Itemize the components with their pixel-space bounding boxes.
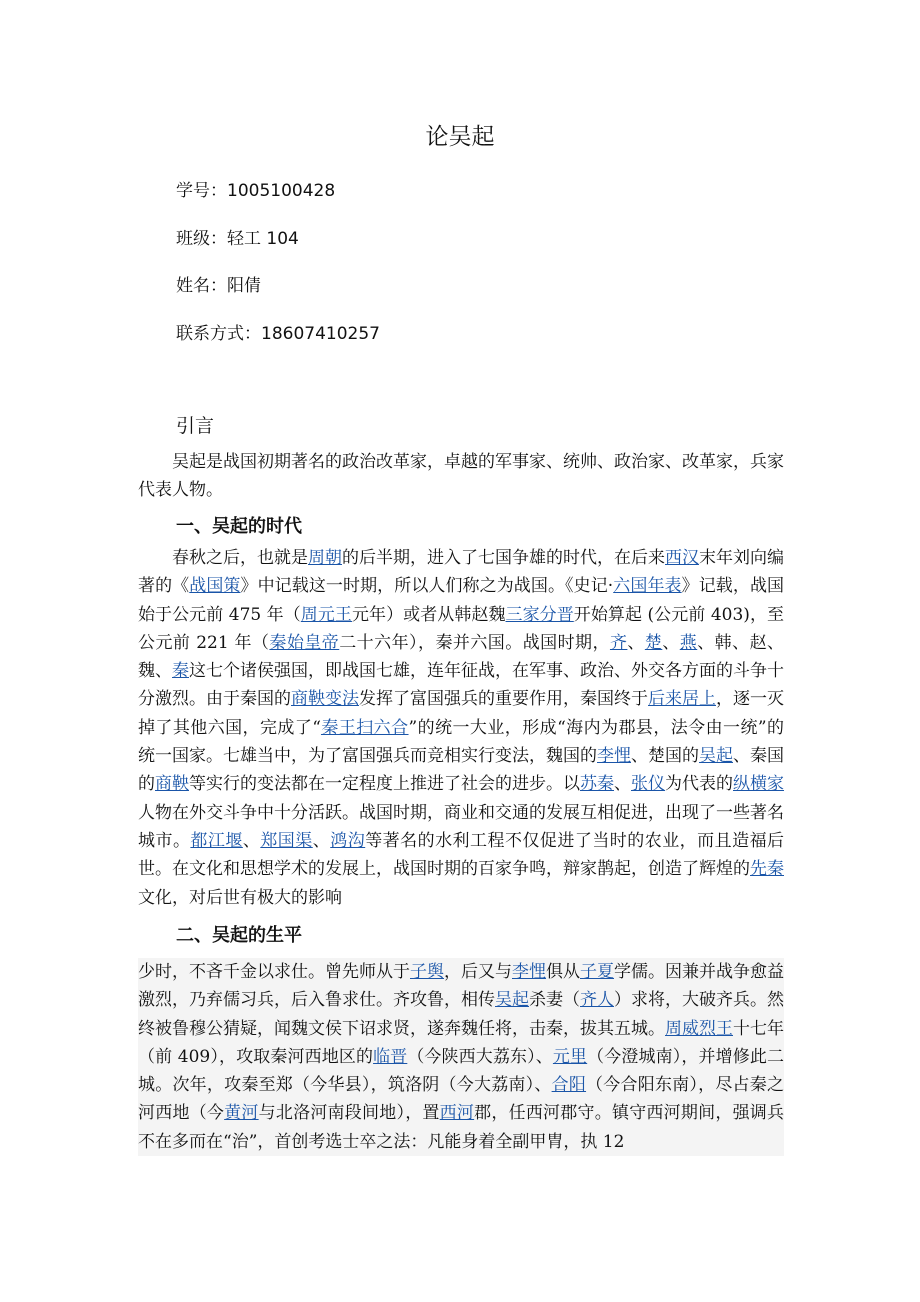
- intro-paragraph: 吴起是战国初期著名的政治改革家，卓越的军事家、统帅、政治家、改革家，兵家代表人物。: [138, 452, 784, 501]
- text-run: （今澄城南），并增修此二城。次年，攻秦至郑（今华县），筑洛阴（今大荔南）、: [138, 1046, 785, 1096]
- hyperlink[interactable]: 秦王扫六合: [320, 717, 409, 738]
- text-run: ，后又与: [444, 962, 512, 982]
- hyperlink[interactable]: 临晋: [373, 1046, 408, 1067]
- text-run: 、韩、赵、魏、: [138, 632, 785, 682]
- text-run: 杀妻（: [529, 990, 580, 1011]
- hyperlink[interactable]: 元里: [552, 1046, 588, 1067]
- text-run: （今陕西大荔东）、: [407, 1046, 553, 1067]
- text-run: 发挥了富国强兵的重要作用，秦国终于: [359, 689, 648, 710]
- text-run: 二十六年），秦并六国。战国时期，: [339, 632, 610, 653]
- hyperlink[interactable]: 都江堰: [190, 830, 243, 851]
- hyperlink[interactable]: 子夏: [580, 962, 614, 982]
- text-run: 学儒。因兼并战争愈益激烈，乃弃儒习兵，后入鲁求仕。齐攻鲁，相传: [138, 962, 784, 1011]
- section1-paragraph: [138, 544, 784, 912]
- hyperlink[interactable]: 周威烈王: [665, 1018, 733, 1039]
- text-run: 、: [614, 774, 631, 795]
- hyperlink[interactable]: 战国策: [189, 576, 241, 597]
- text-run: 春秋之后，也就是: [172, 548, 308, 568]
- text-run: 、秦国的: [138, 746, 784, 795]
- hyperlink[interactable]: 李悝: [597, 746, 631, 767]
- hyperlink[interactable]: 燕: [679, 632, 698, 653]
- text-run: 等著名的水利工程不仅促进了当时的农业，而且造福后世。在文化和思想学术的发展上，战国时期的百家争鸣，辩家鹊起，创造了辉煌的: [138, 830, 785, 880]
- hyperlink[interactable]: 周元王: [300, 604, 352, 625]
- text-run: ，逐一灭掉了其他六国，完成了“: [138, 689, 784, 738]
- section1-heading: 一、吴起的时代: [176, 516, 302, 537]
- text-run: 、: [312, 830, 331, 851]
- hyperlink[interactable]: 商鞅变法: [291, 689, 359, 710]
- text-run: 人物在外交斗争中十分活跃。战国时期，商业和交通的发展互相促进，出现了一些著名城市。: [138, 802, 784, 851]
- hyperlink[interactable]: 齐人: [580, 990, 614, 1011]
- hyperlink[interactable]: 吴起: [699, 746, 733, 767]
- class-info: 班级：轻工 104: [176, 229, 299, 249]
- text-run: 、: [662, 632, 680, 653]
- hyperlink[interactable]: 西河: [439, 1103, 475, 1124]
- hyperlink[interactable]: 黄河: [224, 1103, 259, 1124]
- text-run: 少时，不吝千金以求仕。曾先师从于: [138, 962, 410, 982]
- text-run: 末年刘向编著的《: [138, 548, 784, 597]
- text-run: 文化，对后世有极大的影响: [138, 887, 342, 908]
- text-run: 元年）或者从韩赵魏: [351, 604, 506, 625]
- text-run: 》记载，战国始于公元前 475 年（: [138, 576, 785, 625]
- text-run: ”的统一大业，形成“海内为郡县，法令由一统”的统一国家。七雄当中，为了富国强兵而竞相实行变法，魏国的: [138, 717, 784, 767]
- hyperlink[interactable]: 子舆: [410, 962, 444, 982]
- hyperlink[interactable]: 秦: [172, 661, 189, 682]
- intro-heading: 引言: [176, 415, 215, 437]
- hyperlink[interactable]: 三家分晋: [505, 604, 574, 625]
- hyperlink[interactable]: 周朝: [308, 548, 342, 568]
- text-run: 这七个诸侯强国，即战国七雄，连年征战，在军事、政治、外交各方面的斗争十分激烈。由于秦国的: [138, 661, 784, 710]
- hyperlink[interactable]: 郑国渠: [260, 830, 313, 851]
- text-run: 十七年（前 409），攻取秦河西地区的: [138, 1018, 784, 1067]
- section2-heading: 二、吴起的生平: [176, 925, 302, 946]
- hyperlink[interactable]: 西汉: [665, 548, 699, 568]
- text-run: 、: [627, 632, 645, 653]
- hyperlink[interactable]: 先秦: [750, 859, 784, 880]
- text-run: ）求将，大破齐兵。然终被鲁穆公猜疑，闻魏文侯下诏求贤，遂奔魏任将，击秦，拔其五城。: [138, 990, 784, 1039]
- text-run: 、楚国的: [631, 746, 699, 767]
- hyperlink[interactable]: 苏秦: [580, 774, 614, 795]
- hyperlink[interactable]: 商鞅: [155, 774, 189, 795]
- hyperlink[interactable]: 合阳: [551, 1075, 587, 1096]
- text-run: 、: [242, 830, 261, 851]
- hyperlink[interactable]: 齐: [609, 632, 628, 653]
- hyperlink[interactable]: 秦始皇帝: [269, 632, 340, 653]
- student-id: 学号：1005100428: [176, 181, 336, 201]
- hyperlink[interactable]: 吴起: [495, 990, 529, 1011]
- text-run: 等实行的变法都在一定程度上推进了社会的进步。以: [189, 774, 580, 795]
- section2-paragraph: [138, 958, 784, 1156]
- contact-info: 联系方式：18607410257: [176, 324, 380, 344]
- student-name: 姓名：阳倩: [176, 276, 261, 296]
- text-run: （今合阳东南），尽占秦之河西地（今: [138, 1075, 785, 1124]
- text-run: 的后半期，进入了七国争雄的时代，在后来: [342, 548, 665, 568]
- hyperlink[interactable]: 纵横家: [733, 774, 784, 795]
- text-run: 开始算起 (公元前 403)，至公元前 221 年（: [138, 604, 785, 653]
- text-run: 俱从: [546, 962, 580, 982]
- hyperlink[interactable]: 楚: [644, 632, 663, 653]
- document-title: 论吴起: [425, 124, 495, 150]
- text-run: 》中记载这一时期，所以人们称之为战国。《史记·: [240, 576, 614, 597]
- text-run: 为代表的: [665, 774, 733, 795]
- text-run: 郡，任西河郡守。镇守西河期间，强调兵不在多而在“治”，首创考选士卒之法：凡能身着全副甲胄，执 12: [138, 1103, 785, 1152]
- hyperlink[interactable]: 张仪: [631, 774, 665, 795]
- hyperlink[interactable]: 六国年表: [613, 576, 682, 597]
- hyperlink[interactable]: 李悝: [512, 962, 546, 982]
- hyperlink[interactable]: 鸿沟: [330, 830, 366, 851]
- text-run: 与北洛河南段间地），置: [258, 1103, 440, 1124]
- hyperlink[interactable]: 后来居上: [648, 689, 716, 710]
